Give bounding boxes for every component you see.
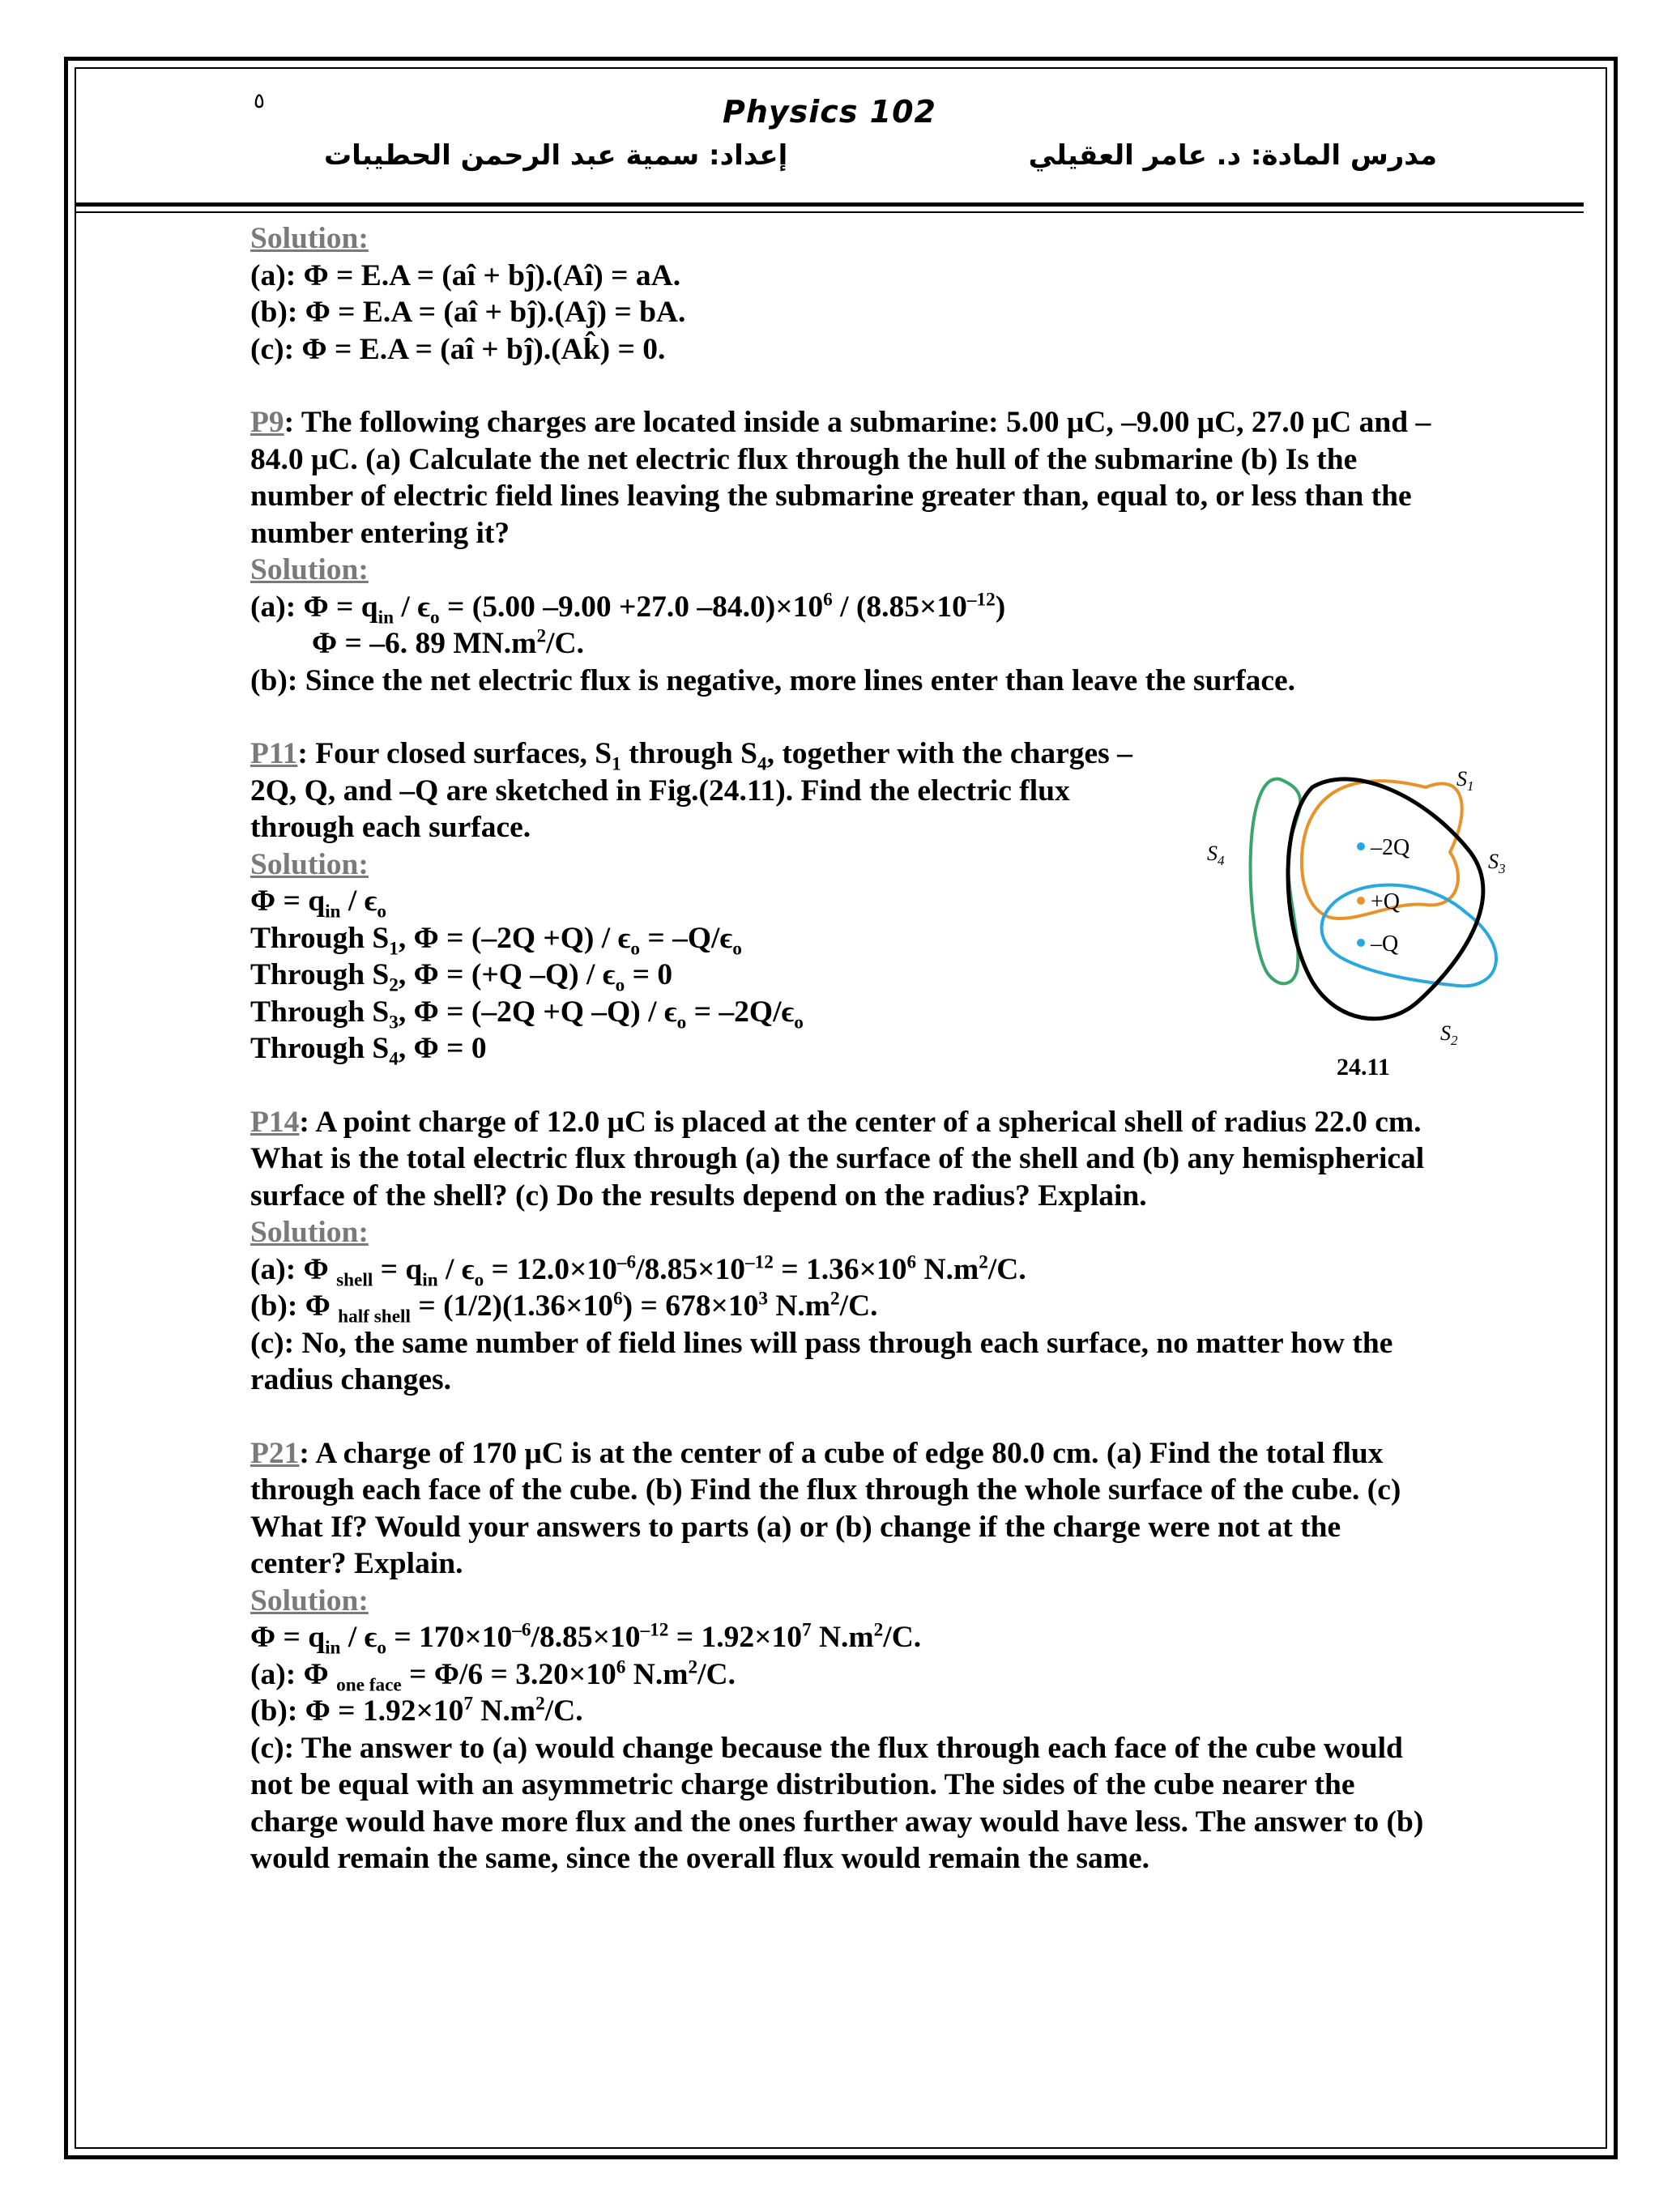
charge-negq-dot — [1357, 939, 1365, 947]
solution-line: (b): $\Phi = 1.92\times 10^7$ $N.m^2/C$. — [250, 1693, 583, 1728]
solution-line: (b): Φ $_{half shell} = (1/2)(1.36\times 10^6) = 678\times 10^3$ $N.m^2/C$. — [250, 1288, 878, 1328]
solution-line: (b): Φ = E.A = (aî + bĵ).(Aĵ) = bA. — [250, 296, 686, 329]
header-rule-thick — [76, 202, 1584, 207]
solution-label: Solution: — [250, 553, 369, 586]
problem-p21: P21: A charge of 170 μC is at the center of a cube of edge 80.0 cm. (a) Find the total flux through each face of the cube. (b) Find the flux through the whole surface of the cube. (c) What If? Would your answers to parts (a) or (b) change if the charge were not at the center? Explain. — [250, 1436, 1401, 1580]
label-s1: $S_1$ — [1456, 767, 1474, 794]
figure-caption: 24.11 — [1337, 1054, 1390, 1080]
problem-p9 — [250, 404, 1441, 552]
solution-label: Solution: — [250, 1583, 369, 1617]
solution-line: (b): Since the net electric flux is negative, more lines enter than leave the surface. — [250, 663, 1295, 697]
preparer-name: إعداد: سمية عبد الرحمن الحطيبات — [324, 139, 788, 172]
solution-line: $\Phi = q_{in} / \epsilon_o = 170\times 10^{-6}/8.85\times 10^{-12} = 1.92\times 10^7$ $N.m^2/C$. — [250, 1619, 922, 1659]
surface-s4 — [1251, 779, 1301, 984]
solution-line: (a): Φ $_{shell} = q_{in} / \epsilon_o = 12.0\times 10^{-6}/8.85\times 10^{-12} = 1.36\times 10^6$ $N.m^2/C$. — [250, 1251, 1026, 1290]
surfaces-diagram — [1191, 739, 1531, 1095]
charge-negq-label: –Q — [1371, 931, 1399, 957]
page-number: ٥ — [254, 89, 265, 113]
header-rule-thin — [76, 211, 1584, 213]
solution-line: Through $S_1$, $\Phi = (-2Q +Q) / \epsilon_o = -Q/\epsilon_o$ — [250, 921, 742, 959]
problem-text: : The following charges are located inside a submarine: 5.00 μC, –9.00 μC, 27.0 μC and –84.0 μC. (a) Calculate the net electric flux through the hull of the submarine (b) Is the number of electric field lines leaving the submarine greater than, equal to, or less than the number entering it? — [250, 406, 1431, 550]
charge-neg2q-label: –2Q — [1371, 835, 1410, 860]
charge-posq-dot — [1357, 897, 1365, 905]
charge-neg2q-dot — [1357, 842, 1365, 850]
solution-label: Solution: — [250, 222, 369, 255]
instructor-name: مدرس المادة: د. عامر العقيلي — [1028, 139, 1437, 172]
problem-id: P11 — [250, 737, 298, 770]
solution-line: Through $S_4$, Φ = 0 — [250, 1032, 487, 1070]
label-s3: $S_3$ — [1488, 850, 1506, 876]
solution-line: Φ = –6. 89 $MN.m^2/C$. — [312, 625, 584, 660]
charge-posq-label: +Q — [1371, 889, 1401, 914]
solution-line: $\Phi = q_{in} / \epsilon_o$ — [250, 884, 387, 923]
solution-line: (c): No, the same number of field lines will pass through each surface, no matter how the radius changes. — [250, 1326, 1393, 1396]
solution-line: (a): $\Phi = q_{in} / \epsilon_o = (5.00$ –9.00 +27.0 $-84.0)\times 10^6 / (8.85\times 10^{-12})$ — [250, 589, 1006, 628]
problem-p14: P14: A point charge of 12.0 μC is placed at the center of a spherical shell of radius 22.0 cm. What is the total electric flux through (a) the surface of the shell and (b) any hemispherical surface of the shell? (c) Do the results depend on the radius? Explain. — [250, 1105, 1425, 1213]
solution-line: (a): Φ $_{one face} = \Phi/6 = 3.20\times 10^6$ $N.m^2/C$. — [250, 1656, 736, 1695]
solution-line: Through $S_3$, Φ = (–2Q +Q $-Q) / \epsilon_o = -2Q/\epsilon_o$ — [250, 995, 804, 1033]
solution-label: Solution: — [250, 847, 369, 881]
course-title: Physics 102 — [722, 94, 936, 130]
problem-id: P21 — [250, 1436, 300, 1470]
solution-line: (c): Φ = E.A = (aî + bĵ).(Ak̂) = 0. — [250, 332, 666, 366]
solution-line: (c): The answer to (a) would change because the flux through each face of the cube would not be equal with an asymmetric charge distribution. The sides of the cube nearer the charge would have more flux and the ones further away would have less. The answer to (b) would remain the same, since the overall flux would remain the same. — [250, 1731, 1424, 1875]
figure-24-11 — [1191, 739, 1531, 1095]
label-s4: $S_4$ — [1207, 842, 1225, 868]
solution-label: Solution: — [250, 1216, 369, 1249]
solution-line: (a): Φ = E.A = (aî + bĵ).(Aî) = aA. — [250, 258, 681, 292]
problem-id: P9 — [250, 406, 284, 439]
label-s2: $S_2$ — [1440, 1021, 1458, 1048]
problem-p11: P11: Four closed surfaces, $S_1$ through $S_4$, together with the charges –2Q, Q, and –Q are sketched in Fig.(24.11). Find the electric flux through each surface. — [250, 737, 1132, 844]
solution-line: Through $S_2$, Φ = (+Q $-Q) / \epsilon_o = 0$ — [250, 958, 673, 996]
problem-id: P14 — [250, 1105, 300, 1139]
